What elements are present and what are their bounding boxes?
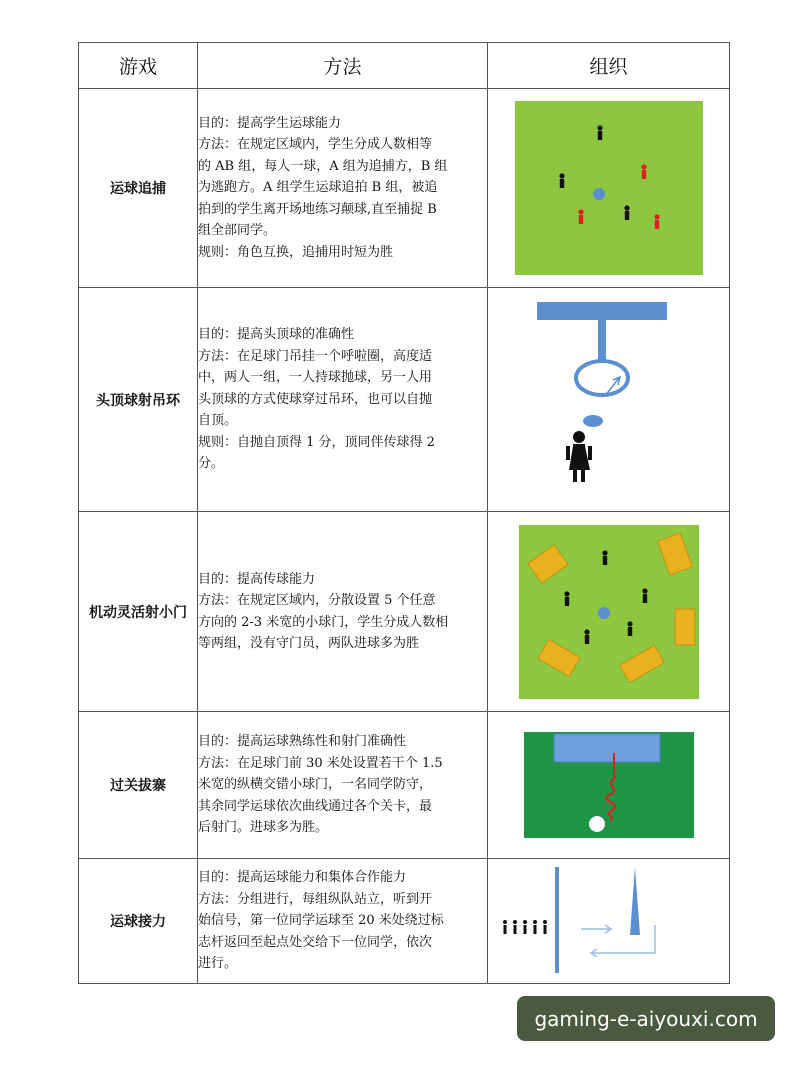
method-text: 目的：提高运球能力和集体合作能力 方法：分组进行，每组纵队站立，听到开 始信号，第一位同学运球至 20 米处绕过标 志杆返回至起点处交给下一位同学，依次 进行。: [198, 859, 488, 984]
games-table: [78, 42, 730, 984]
player-icon: [578, 209, 583, 224]
table-row: [79, 89, 730, 288]
person-icon: [566, 431, 592, 482]
method-text: 目的：提高运球熟练性和射门准确性 方法：在足球门前 30 米处设置若干个 1.5 米宽的纵横交错小球门，一名同学防守， 其余同学运球依次曲线通过各个关卡，最 后射门。进球多为胜。: [198, 712, 488, 859]
player-icon: [513, 920, 517, 934]
player-icon: [503, 920, 507, 934]
game-name: 运球追捕: [79, 89, 198, 288]
organization-diagram: [488, 859, 730, 984]
start-line: [555, 867, 559, 973]
method-text: 目的：提高学生运球能力 方法：在规定区域内，学生分成人数相等 的 AB 组，每人一球，A 组为追捕方，B 组 为逃跑方。A 组学生运球追拍 B 组，被追 拍到的学生离开场地练习颠球,直至捕捉 B 组全部同学。 规则：角色互换，追捕用时短为胜: [198, 89, 488, 288]
relay-diagram: [499, 863, 719, 979]
table-row: [79, 288, 730, 512]
organization-diagram: [488, 512, 730, 712]
organization-diagram: [488, 288, 730, 512]
player-icon: [641, 164, 646, 179]
player-icon: [559, 173, 564, 188]
small-goal: [675, 609, 695, 645]
ball: [593, 188, 605, 200]
player-icon: [597, 125, 602, 140]
player-icon: [584, 629, 589, 644]
ball: [583, 415, 603, 427]
hanging-rope: [598, 320, 606, 360]
player-icon: [624, 205, 629, 220]
table-row: [79, 859, 730, 984]
header-row: [79, 43, 730, 89]
method-text: 目的：提高传球能力 方法：在规定区域内，分散设置 5 个任意 方向的 2-3 米宽的小球门，学生分成人数相 等两组，没有守门员，两队进球多为胜: [198, 512, 488, 712]
player-icon: [564, 591, 569, 606]
marker-pole: [630, 867, 640, 935]
table-row: [79, 512, 730, 712]
ball: [589, 816, 605, 832]
player-icon: [533, 920, 537, 934]
goal: [554, 734, 660, 762]
game-name: 头顶球射吊环: [79, 288, 198, 512]
field: [515, 101, 703, 275]
header-method: 方法: [198, 43, 488, 89]
player-icon: [602, 550, 607, 565]
player-icon: [654, 214, 659, 229]
game-name: 运球接力: [79, 859, 198, 984]
organization-diagram: [488, 712, 730, 859]
table-row: [79, 712, 730, 859]
header-game: 游戏: [79, 43, 198, 89]
player-icon: [523, 920, 527, 934]
small-goals-diagram: [518, 524, 700, 700]
dribble-chase-diagram: [514, 100, 704, 276]
player-icon: [543, 920, 547, 934]
organization-diagram: [488, 89, 730, 288]
game-name: 过关拔寨: [79, 712, 198, 859]
game-name: 机动灵活射小门: [79, 512, 198, 712]
method-text: 目的：提高头顶球的准确性 方法：在足球门吊挂一个呼啦圈，高度适 中，两人一组，一人持球抛球，另一人用 头顶球的方式使球穿过吊环，也可以自抛 自顶。 规则：自抛自顶得 1 分，顶同伴传球得 2 分。: [198, 288, 488, 512]
header-hoop-diagram: [509, 300, 709, 500]
pass-gates-diagram: [523, 731, 695, 839]
header-organization: 组织: [488, 43, 730, 89]
ball: [598, 607, 610, 619]
player-icon: [627, 621, 632, 636]
watermark: gaming-e-aiyouxi.com: [517, 996, 775, 1041]
player-icon: [642, 588, 647, 603]
goal-crossbar: [537, 302, 667, 320]
